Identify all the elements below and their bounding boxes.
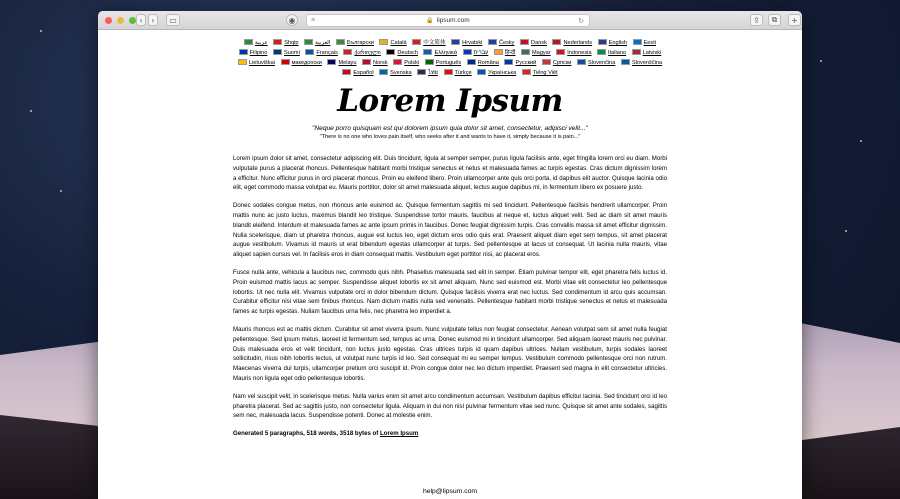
language-link[interactable] xyxy=(425,58,462,68)
language-link[interactable] xyxy=(633,38,656,48)
language-link[interactable] xyxy=(463,48,489,58)
window-controls xyxy=(105,17,136,24)
language-link[interactable] xyxy=(281,58,322,68)
language-label: Српски xyxy=(552,60,572,66)
language-link[interactable] xyxy=(598,38,627,48)
flag-icon xyxy=(621,59,630,65)
flag-icon xyxy=(244,39,253,45)
forward-button[interactable]: › xyxy=(148,14,158,26)
new-tab-button[interactable]: + xyxy=(788,14,801,26)
language-link[interactable] xyxy=(632,48,662,58)
language-link[interactable] xyxy=(327,58,356,68)
language-label: ქართული xyxy=(354,50,381,56)
flag-icon xyxy=(423,49,432,55)
language-link[interactable] xyxy=(273,48,300,58)
maximize-window-button[interactable] xyxy=(129,17,136,24)
language-link[interactable] xyxy=(521,48,551,58)
flag-icon xyxy=(336,39,345,45)
language-link[interactable] xyxy=(520,38,547,48)
flag-icon xyxy=(556,49,565,55)
language-link[interactable] xyxy=(467,58,499,68)
flag-icon xyxy=(598,39,607,45)
flag-icon xyxy=(521,49,530,55)
flag-icon xyxy=(494,49,503,55)
language-label: עברית xyxy=(473,50,489,56)
language-label: Melayu xyxy=(338,60,357,66)
language-label: العربية xyxy=(315,40,331,46)
flag-icon xyxy=(273,49,282,55)
flag-icon xyxy=(362,59,371,65)
language-label: Hrvatski xyxy=(462,40,483,46)
language-link[interactable] xyxy=(238,58,275,68)
flag-icon xyxy=(379,39,388,45)
flag-icon xyxy=(386,49,395,55)
flag-icon xyxy=(393,59,402,65)
language-link[interactable] xyxy=(504,58,536,68)
flag-icon xyxy=(305,49,314,55)
flag-icon xyxy=(444,69,453,75)
language-label: हिन्दी xyxy=(504,50,516,56)
flag-icon xyxy=(281,59,290,65)
browser-window xyxy=(98,11,802,499)
flag-icon xyxy=(477,69,486,75)
minimize-window-button[interactable] xyxy=(117,17,124,24)
latin-quote: "Neque porro quisquam est qui dolorem ipsum quia dolor sit amet, consectetur, adipisci velit..." xyxy=(312,125,588,132)
language-link[interactable] xyxy=(621,58,662,68)
language-link[interactable] xyxy=(488,38,515,48)
language-label: Português xyxy=(435,60,462,66)
flag-icon xyxy=(425,59,434,65)
language-link[interactable] xyxy=(477,68,516,78)
language-link[interactable] xyxy=(343,48,380,58)
paragraph: Lorem ipsum dolor sit amet, consectetur adipiscing elit. Duis tincidunt, ligula at semper semper, purus ligula facilisis ante, eget fringilla lorem orci eu diam. Morbi vulputate purus a placerat rhoncus. Pellentesque habitant morbi tristique senectus et netus et malesuada fames ac turpis egestas. Cras dictum dignissim lorem a efficitur. Nunc efficitur purus in orci placerat rhoncus. Proin eu eleifend libero. Proin ullamcorper ante quis orci porta, id dapibus elit auctor. Quisque lacinia odio elit, eget commodo massa volutpat eu. Mauris porttitor, dolor sit amet malesuada aliquet, lectus augue dapibus mi, in fermentum libero ex posuere justo. xyxy=(233,155,667,192)
language-link[interactable] xyxy=(379,68,411,78)
flag-icon xyxy=(379,69,388,75)
language-link[interactable] xyxy=(336,38,374,48)
back-button[interactable]: ‹ xyxy=(136,14,146,26)
close-window-button[interactable] xyxy=(105,17,112,24)
language-label: Türkçe xyxy=(454,70,472,76)
lorem-ipsum-link[interactable]: Lorem Ipsum xyxy=(380,430,419,438)
language-label: Dansk xyxy=(531,40,547,46)
language-link[interactable] xyxy=(379,38,406,48)
language-link[interactable] xyxy=(542,58,572,68)
url-text: lipsum.com xyxy=(436,17,470,24)
generated-summary xyxy=(233,429,667,439)
flag-icon xyxy=(239,49,248,55)
flag-icon xyxy=(577,59,586,65)
language-link[interactable] xyxy=(273,38,298,48)
language-label: Pyccкий xyxy=(515,60,537,66)
language-link[interactable] xyxy=(305,48,337,58)
language-label: Français xyxy=(316,50,338,56)
language-link[interactable] xyxy=(444,68,472,78)
language-label: Česky xyxy=(498,40,515,46)
language-link[interactable] xyxy=(423,48,456,58)
address-bar[interactable] xyxy=(306,14,590,27)
language-label: Ελληνικά xyxy=(434,50,457,56)
language-link[interactable] xyxy=(556,48,591,58)
flag-icon xyxy=(633,39,642,45)
flag-icon xyxy=(520,39,529,45)
paragraph: Mauris rhoncus est ac mattis dictum. Curabitur sit amet viverra ipsum. Nunc vulputate tellus non feugiat consectetur. Aenean volutpat sem sit amet nulla feugiat pellentesque. Sed ipsum metus, laoreet id fermentum sed, tempus ac urna. Donec euismod mi in tincidunt ullamcorper. Sed aliquam laoreet mauris nec pulvinar. Duis malesuada eros et velit tincidunt, non luctus justo egestas. Cras ultrices turpis id quam dapibus ultrices. Nullam vestibulum, turpis sodales laoreet sollicitudin, risus nibh lobortis lectus, ut volutpat nunc turpis id leo. Sed consequat mi eu semper tempus. Vestibulum commodo pellentesque orci non rutrum. Maecenas viverra dui turpis, ullamcorper pretium orci suscipit id. Proin congue dolor nec leo dictum imperdiet. Praesent sed magna in elit consectetur ultricies. Mauris non ligula eget odio pellentesque lobortis. xyxy=(233,325,667,382)
flag-icon xyxy=(342,69,351,75)
flag-icon xyxy=(417,69,426,75)
flag-icon xyxy=(542,59,551,65)
language-label: Български xyxy=(346,40,374,46)
flag-icon xyxy=(522,69,531,75)
language-label: Deutsch xyxy=(397,50,418,56)
share-button[interactable]: ⇪ xyxy=(750,14,763,26)
language-link[interactable] xyxy=(597,48,626,58)
language-link[interactable] xyxy=(244,38,268,48)
language-link[interactable] xyxy=(494,48,516,58)
generated-summary-text: Generated 5 paragraphs, 518 words, 3518 bytes of xyxy=(233,430,380,438)
flag-icon xyxy=(343,49,352,55)
flag-icon xyxy=(488,39,497,45)
language-label: Українська xyxy=(488,70,517,76)
language-label: Filipino xyxy=(249,50,268,56)
language-label: English xyxy=(608,40,627,46)
language-link[interactable] xyxy=(362,58,388,68)
language-label: Eesti xyxy=(643,40,656,46)
paragraph: Donec sodales congue metus, non rhoncus ante euismod ac. Quisque fermentum sagittis mi sed tincidunt. Pellentesque facilisis hendrerit ullamcorper. Proin mattis nunc ac justo luctus, maximus blandit leo tristique. Suspendisse tortor mauris, faucibus at neque et, luctus aliquet velit. Sed ac diam sit amet mauris blandit eleifend. Interdum et malesuada fames ac ante ipsum primis in faucibus. Donec feugiat dignissim turpis. Cras convallis massa sit amet efficitur dignissim. Nulla scelerisque, diam ut pharetra rhoncus, augue est luctus leo, eget dictum eros odio quis erat. Praesent aliquet diam eget sem tempus, sit amet placerat augue vestibulum. Vivamus id mauris ut erat bibendum egestas ullamcorper at turpis. Sed pellentesque at lacus ut consequat. Ut lacinia nulla mauris, vitae aliquet sapien cursus vel. In facilisis eros in diam consequat mattis. Vestibulum eget porttitor nisi, ac placerat eros. xyxy=(233,202,667,259)
language-link[interactable] xyxy=(552,38,592,48)
language-label: Polski xyxy=(404,60,420,66)
page-menu-icon[interactable]: ≡ xyxy=(311,17,316,24)
language-link[interactable] xyxy=(239,48,268,58)
language-label: Nederlands xyxy=(563,40,593,46)
language-label: Tiếng Việt xyxy=(532,70,558,76)
language-link[interactable] xyxy=(304,38,330,48)
language-label: Indonesia xyxy=(567,50,592,56)
reload-icon[interactable]: ↻ xyxy=(578,17,584,25)
page-title: Lorem Ipsum xyxy=(337,83,563,119)
language-label: Româna xyxy=(477,60,499,66)
language-list xyxy=(230,38,670,78)
language-label: Català xyxy=(390,40,407,46)
language-label: Español xyxy=(353,70,374,76)
flag-icon xyxy=(412,39,421,45)
language-label: ไทย xyxy=(428,70,438,76)
language-label: Svenska xyxy=(390,70,412,76)
browser-toolbar xyxy=(98,11,802,30)
tabs-overview-button[interactable]: ⧉ xyxy=(768,14,781,26)
language-label: Italiano xyxy=(608,50,627,56)
language-link[interactable] xyxy=(342,68,373,78)
language-label: 中文简体 xyxy=(423,40,446,46)
flag-icon xyxy=(238,59,247,65)
language-label: Shqip xyxy=(284,40,299,46)
language-label: Slovenčina xyxy=(588,60,616,66)
language-link[interactable] xyxy=(386,48,418,58)
flag-icon xyxy=(504,59,513,65)
privacy-report-button[interactable]: ◉ xyxy=(286,14,298,26)
language-link[interactable] xyxy=(417,68,438,78)
language-link[interactable] xyxy=(451,38,482,48)
language-label: Lietuviškai xyxy=(248,60,276,66)
page-content xyxy=(98,31,802,499)
paragraph: Fusce nulla ante, vehicula a faucibus nec, commodo quis nibh. Phasellus malesuada sed elit in semper. Etiam pulvinar tempor elit, eget pharetra felis luctus id. Proin euismod mattis lacus ac semper. Suspendisse aliquet lobortis ex sit amet aliquam. Nunc sed euismod est. Morbi vitae elit consectetur leo pellentesque lobortis. Ut nec nulla elit. Vivamus vulputate orci in dolor bibendum dictum. Quisque facilisis viverra erat nec luctus. Sed condimentum id arcu quis accumsan. Curabitur efficitur nisi vitae sem finibus rhoncus. Nam dictum mattis nulla sed venenatis. Pellentesque habitant morbi tristique senectus et netus et malesuada fames ac turpis egestas. Nullam faucibus urna felis, nec pharetra leo imperdiet a. xyxy=(233,268,667,316)
language-label: Suomi xyxy=(283,50,300,56)
language-label: Latviski xyxy=(642,50,662,56)
language-link[interactable] xyxy=(393,58,419,68)
flag-icon xyxy=(597,49,606,55)
lorem-body xyxy=(233,154,667,439)
flag-icon xyxy=(467,59,476,65)
language-label: Slovenščina xyxy=(631,60,663,66)
language-label: македонски xyxy=(291,60,322,66)
language-link[interactable] xyxy=(577,58,615,68)
flag-icon xyxy=(463,49,472,55)
flag-icon xyxy=(552,39,561,45)
paragraph: Nam vel suscipit velit, in scelerisque metus. Nulla varius enim sit amet arcu condimentum accumsan. Vestibulum dapibus efficitur lacinia. Sed tincidunt orci id leo pharetra placerat. Sed ac sagittis justo, non consectetur ligula. Aliquam in dui non nisl pulvinar fermentum vitae sed nunc. Quisque sit amet ante sodales, sagittis sem nec, malesuada lacus. Suspendisse potenti. Donec at molestie enim. xyxy=(233,392,667,420)
lock-icon: 🔒 xyxy=(426,18,434,24)
flag-icon xyxy=(632,49,641,55)
language-label: Magyar xyxy=(532,50,551,56)
flag-icon xyxy=(451,39,460,45)
english-quote: "There is no one who loves pain itself, who seeks after it and wants to have it, simply because it is pain..." xyxy=(319,134,581,140)
language-link[interactable] xyxy=(412,38,445,48)
flag-icon xyxy=(304,39,313,45)
footer-email[interactable]: help@lipsum.com xyxy=(422,488,478,495)
language-link[interactable] xyxy=(522,68,558,78)
flag-icon xyxy=(327,59,336,65)
language-label: عربية xyxy=(255,40,268,46)
flag-icon xyxy=(273,39,282,45)
sidebar-toggle-button[interactable]: ▭ xyxy=(166,14,180,26)
language-label: Norsk xyxy=(373,60,388,66)
